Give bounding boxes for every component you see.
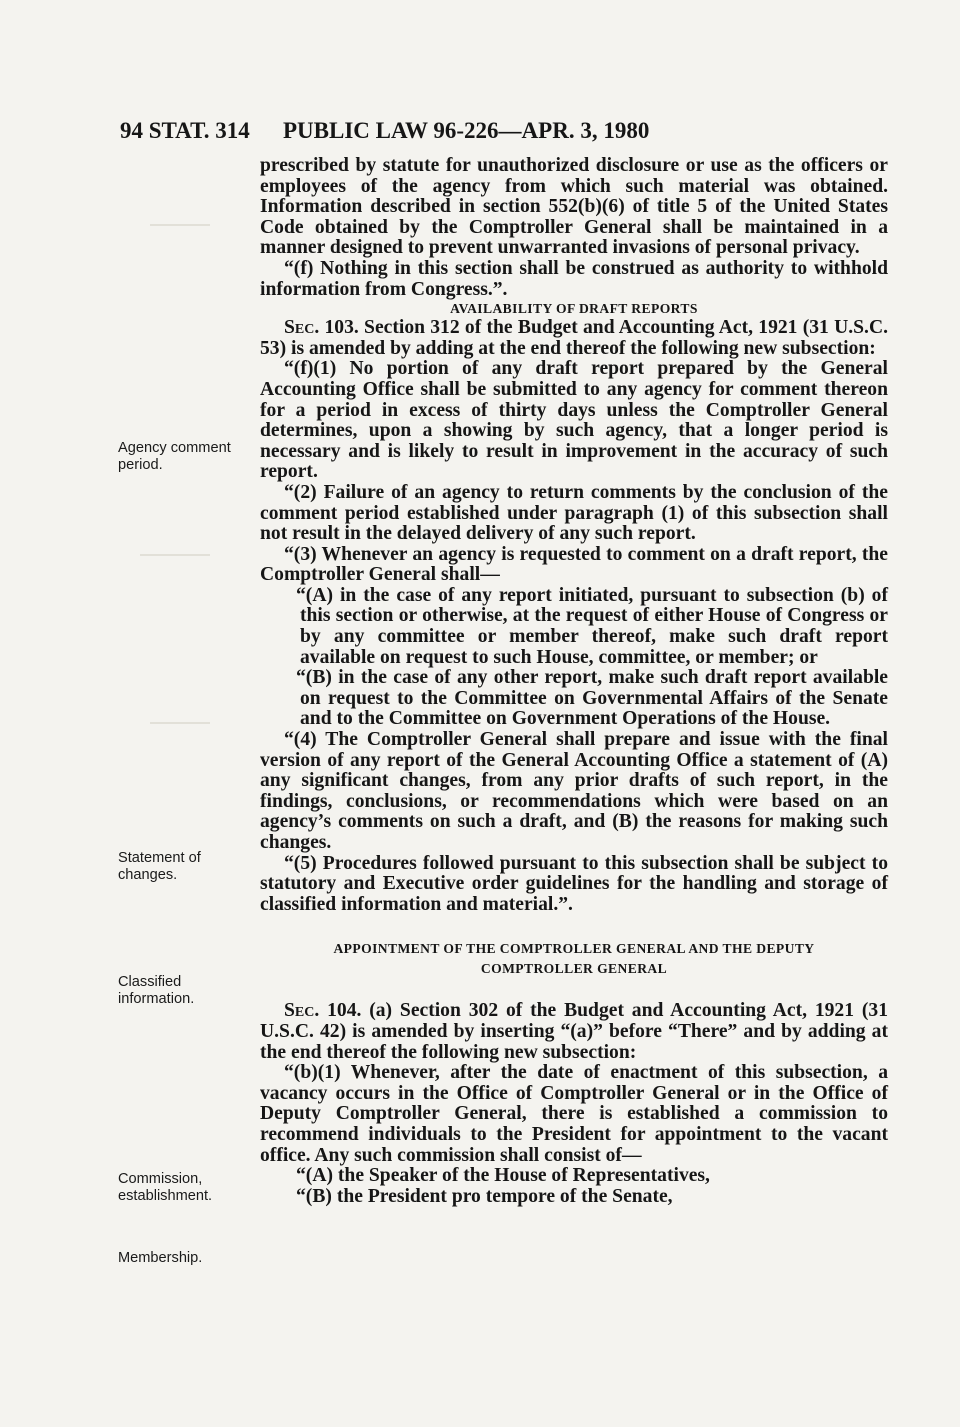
paragraph-b1a: “(A) the Speaker of the House of Representatives, [296,1165,710,1187]
bleed-through-mark [150,708,210,724]
document-body [260,156,888,1207]
law-title: PUBLIC LAW 96-226—APR. 3, 1980 [283,118,650,143]
margin-note-statement-of-changes: Statement of changes. [118,850,201,883]
margin-note-agency-comment-period: Agency comment period. [118,440,231,473]
paragraph-f2: “(2) Failure of an agency to return comments by the conclusion of the comment period established under paragraph (1) of this subsection shall not result in the delayed delivery of any such report. [260,481,888,545]
bleed-through-mark [150,210,210,226]
section-label: Sec. [284,1000,320,1022]
paragraph-f3b: “(B) in the case of any other report, make such draft report available on request to the Committee on Governmental Affairs of the Senate and to the Committee on Government Operations of the House. [296,667,888,730]
paragraph-subsection-f: “(f) Nothing in this section shall be construed as authority to withhold information from Congress.”. [260,257,888,300]
margin-note-commission-establishment: Commission, establishment. [118,1171,213,1204]
heading-line-2: COMPTROLLER GENERAL [480,961,668,977]
paragraph-f1: “(f)(1) No portion of any draft report prepared by the General Accounting Office shall be submitted to any agency for comment thereon for a period in excess of thirty days unless the Comptroller General determines, upon a showing by such agency, that a longer period is necessary and is likely to result in improvement in the accuracy of such report. [260,358,888,483]
paragraph-f4: “(4) The Comptroller General shall prepare and issue with the final version of any report of the General Accounting Office a statement of (A) any significant changes, from any prior drafts of such report, in the findings, conclusions, or recommendations which were based on an agency’s comments on such a draft, and (B) the reasons for making such changes. [260,729,888,853]
paragraph-sec-104 [260,1001,888,1063]
paragraph-f3: “(3) Whenever an agency is requested to comment on a draft report, the Comptroller General shall— [260,543,888,586]
paragraph-b1: “(b)(1) Whenever, after the date of enactment of this subsection, a vacancy occurs in the Office of Comptroller General or in the Office of Deputy Comptroller General, there is established a commission to recommend individuals to the President for appointment to the vacant office. Any such commission shall consist of— [260,1062,888,1166]
page-citation: 94 STAT. 314 [120,118,250,143]
margin-note-membership: Membership. [118,1250,203,1266]
bleed-through-mark [140,540,210,556]
paragraph-f3a: “(A) in the case of any report initiated, pursuant to subsection (b) of this section or otherwise, at the request of either House of Congress or by any committee or member thereof, make such draft report available on request to such House, committee, or member; or [296,584,888,668]
section-text: 103. Section 312 of the Budget and Accounting Act, 1921 (31 U.S.C. 53) is amended by adding at the end thereof the following new subsection: [260,317,888,359]
paragraph-b1b: “(B) the President pro tempore of the Senate, [296,1185,673,1207]
heading-line-1: APPOINTMENT OF THE COMPTROLLER GENERAL AND THE DEPUTY [333,941,815,957]
section-heading-appointment [260,939,888,979]
section-heading-availability: AVAILABILITY OF DRAFT REPORTS [450,301,698,317]
paragraph-f5: “(5) Procedures followed pursuant to this subsection shall be subject to statutory and Executive order guidelines for the handling and storage of classified information and material.”. [260,852,888,915]
page-header [120,118,896,150]
margin-note-classified-information: Classified information. [118,974,195,1007]
paragraph-sec-103 [260,318,888,359]
section-text: 104. (a) Section 302 of the Budget and Accounting Act, 1921 (31 U.S.C. 42) is amended by inserting “(a)” before “There” and by adding at the end thereof the following new subsection: [260,1000,888,1063]
section-label: Sec. [284,317,320,339]
paragraph-continuation: prescribed by statute for unauthorized disclosure or use as the officers or employees of the agency from which such material was obtained. Information described in section 552(b)(6) of title 5 of the United States Code obtained by the Comptroller General shall be maintained in a manner designed to prevent unwarranted invasions of personal privacy. [260,155,888,259]
